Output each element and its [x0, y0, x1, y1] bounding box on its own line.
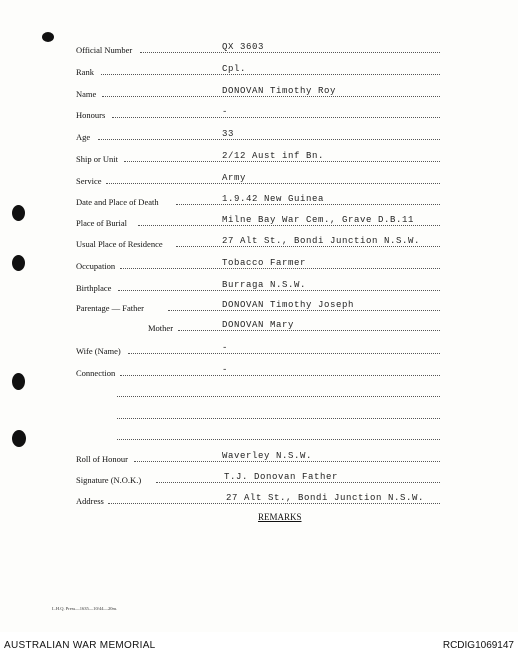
- field-value: 2/12 Aust inf Bn.: [222, 151, 325, 161]
- dotted-line: [156, 482, 440, 483]
- dotted-line: [117, 396, 440, 397]
- dotted-line: [106, 183, 440, 184]
- dotted-line: [176, 204, 440, 205]
- field-value: -: [222, 343, 229, 353]
- field-value: Cpl.: [222, 64, 247, 74]
- print-note: L.H.Q. Press—1635—10/44—20m.: [52, 606, 118, 611]
- dotted-line: [124, 161, 440, 162]
- dotted-line: [134, 461, 440, 462]
- field-value: T.J. Donovan Father: [224, 472, 339, 482]
- dotted-line: [128, 353, 440, 354]
- field-label: Place of Burial: [76, 218, 127, 228]
- field-signature: [0, 472, 518, 486]
- field-label: Rank: [76, 67, 94, 77]
- field-label: Date and Place of Death: [76, 197, 159, 207]
- field-label: Signature (N.O.K.): [76, 475, 142, 485]
- field-birthplace: [0, 280, 518, 294]
- field-value: Milne Bay War Cem., Grave D.B.11: [222, 215, 415, 225]
- remarks-heading: REMARKS: [258, 512, 302, 522]
- field-label: Birthplace: [76, 283, 112, 293]
- field-value: Tobacco Farmer: [222, 258, 307, 268]
- blank-line: [0, 408, 518, 422]
- dotted-line: [117, 439, 440, 440]
- field-occupation: [0, 258, 518, 272]
- field-service: [0, 173, 518, 187]
- field-father: [0, 300, 518, 314]
- field-label: Connection: [76, 368, 116, 378]
- dotted-line: [102, 96, 440, 97]
- record-id: RCDIG1069147: [442, 640, 514, 651]
- dotted-line: [168, 310, 440, 311]
- field-value: -: [222, 107, 229, 117]
- field-value: 33: [222, 129, 235, 139]
- field-age: [0, 129, 518, 143]
- field-label: Honours: [76, 110, 106, 120]
- dotted-line: [108, 503, 440, 504]
- field-value: 27 Alt St., Bondi Junction N.S.W.: [226, 493, 425, 503]
- field-label: Official Number: [76, 45, 133, 55]
- field-label: Ship or Unit: [76, 154, 119, 164]
- institution-name: AUSTRALIAN WAR MEMORIAL: [4, 640, 156, 651]
- field-honours: [0, 107, 518, 121]
- field-residence: [0, 236, 518, 250]
- dotted-line: [138, 225, 440, 226]
- field-name: [0, 86, 518, 100]
- field-label: Occupation: [76, 261, 116, 271]
- dotted-line: [176, 246, 440, 247]
- dotted-line: [140, 52, 440, 53]
- field-label: Mother: [148, 323, 174, 333]
- field-rank: [0, 64, 518, 78]
- dotted-line: [117, 418, 440, 419]
- field-value: DONOVAN Mary: [222, 320, 295, 330]
- dotted-line: [120, 268, 440, 269]
- field-label: Wife (Name): [76, 346, 121, 356]
- punch-hole: [42, 32, 54, 42]
- archive-footer: [0, 634, 518, 654]
- field-address: [0, 493, 518, 507]
- field-label: Name: [76, 89, 97, 99]
- dotted-line: [118, 290, 440, 291]
- field-value: 27 Alt St., Bondi Junction N.S.W.: [222, 236, 421, 246]
- field-connection: [0, 365, 518, 379]
- field-label: Usual Place of Residence: [76, 239, 163, 249]
- dotted-line: [112, 117, 440, 118]
- dotted-line: [101, 74, 440, 75]
- field-value: Burraga N.S.W.: [222, 280, 307, 290]
- field-value: 1.9.42 New Guinea: [222, 194, 325, 204]
- field-death: [0, 194, 518, 208]
- field-value: Army: [222, 173, 247, 183]
- field-official-number: [0, 42, 518, 56]
- blank-line: [0, 429, 518, 443]
- field-roll-of-honour: [0, 451, 518, 465]
- dotted-line: [98, 139, 440, 140]
- dotted-line: [120, 375, 440, 376]
- field-mother: [0, 320, 518, 334]
- field-label: Roll of Honour: [76, 454, 128, 464]
- field-value: DONOVAN Timothy Joseph: [222, 300, 355, 310]
- blank-line: [0, 386, 518, 400]
- field-wife: [0, 343, 518, 357]
- field-ship-or-unit: [0, 151, 518, 165]
- field-label: Address: [76, 496, 104, 506]
- field-label: Age: [76, 132, 91, 142]
- field-value: Waverley N.S.W.: [222, 451, 313, 461]
- field-label: Parentage — Father: [76, 303, 144, 313]
- field-burial: [0, 215, 518, 229]
- field-label: Service: [76, 176, 102, 186]
- field-value: DONOVAN Timothy Roy: [222, 86, 337, 96]
- field-value: -: [222, 365, 229, 375]
- dotted-line: [178, 330, 440, 331]
- field-value: QX 3603: [222, 42, 265, 52]
